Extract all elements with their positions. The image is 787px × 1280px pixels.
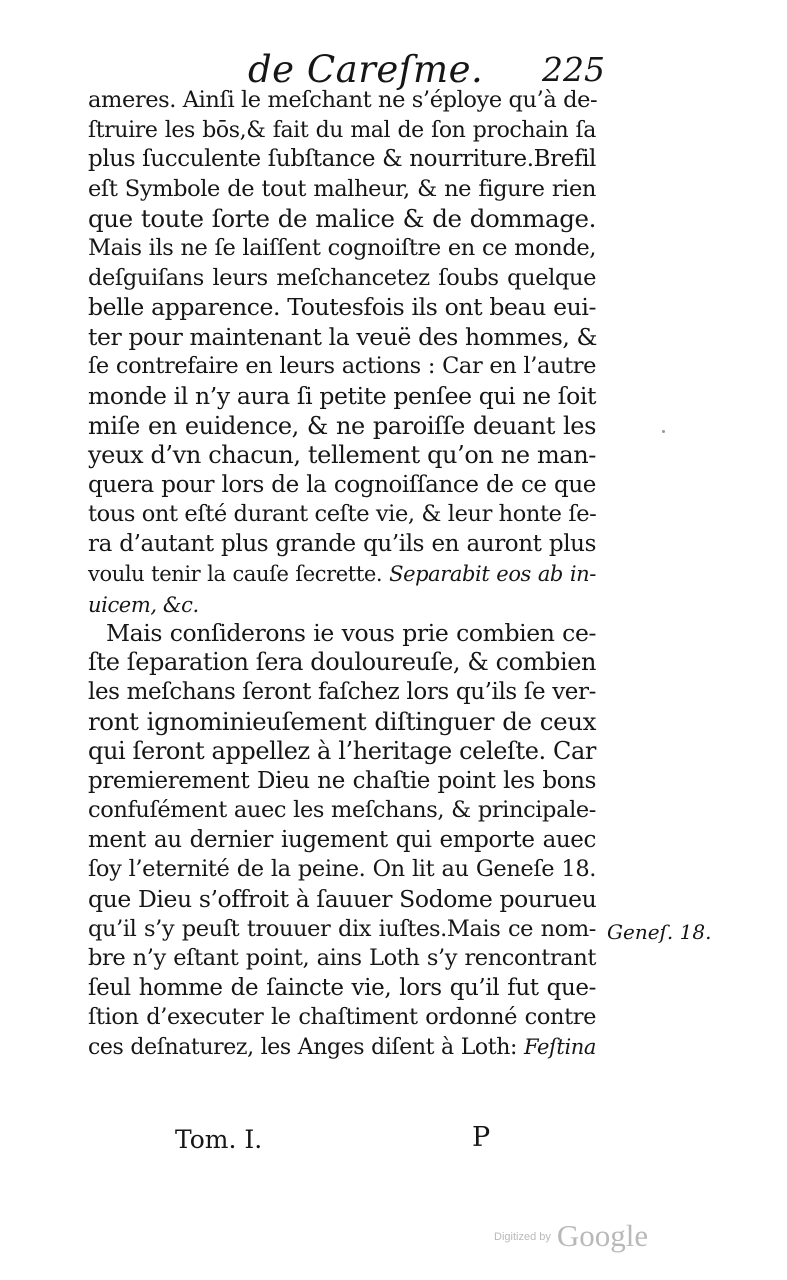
text-line	[88, 589, 596, 619]
text-line: que Dieu s’offroit à ſauuer Sodome pourueu	[88, 885, 597, 914]
text-line: plus ſucculente ſubſtance & nourriture.Brefil	[88, 146, 596, 173]
text-segment: voulu tenir la cauſe ſecrette.	[88, 561, 383, 586]
text-line: les meſchans ſeront faſchez lors qu’ils ſe ver-	[88, 678, 596, 705]
running-title: de Careſme.	[248, 48, 484, 91]
paragraph-start-line: Mais conſiderons ie vous prie combien ce-	[106, 618, 596, 647]
text-line: ter pour maintenant la veuë des hommes, &	[88, 322, 598, 351]
text-line: yeux d’vn chacun, tellement qu’on ne man-	[88, 441, 596, 470]
text-line: Mais ils ne ſe laiſſent cognoiſtre en ce monde,	[88, 234, 596, 261]
text-line: deſguiſans leurs meſchancetez ſoubs quelque	[88, 264, 596, 291]
text-line: quera pour lors de la cognoiſſance de ce que	[88, 471, 596, 498]
text-line: qui ſeront appellez à l’heritage celeſte. Car	[88, 737, 596, 766]
text-line: ſe contrefaire en leurs actions : Car en l’autre	[88, 353, 596, 380]
text-line: ſtruire les bōs,& fait du mal de ſon prochain ſa	[88, 117, 596, 143]
text-line-with-latin	[88, 1033, 596, 1063]
ink-speck	[662, 430, 665, 433]
text-line: ſeul homme de ſaincte vie, lors qu’il fut que-	[88, 974, 596, 1001]
text-line: ſte ſeparation ſera douloureuſe, & combien	[88, 648, 597, 677]
body-text	[88, 86, 596, 1063]
text-line: miſe en euidence, & ne paroiſſe deuant les	[88, 411, 596, 440]
digitization-watermark	[494, 1218, 648, 1258]
text-line: tous ont eſté durant ceſte vie, & leur honte ſe-	[88, 501, 597, 528]
text-line: bre n’y eſtant point, ains Loth s’y rencontrant	[88, 945, 596, 972]
text-line: premierement Dieu ne chaſtie point les bons	[88, 767, 596, 794]
text-line: belle apparence. Toutesfois ils ont beau eui-	[88, 293, 596, 322]
watermark-caption: Digitized by	[494, 1231, 551, 1243]
margin-note: Geneſ. 18.	[607, 920, 712, 944]
latin-quotation: Separabit eos ab in-	[389, 561, 596, 586]
latin-quotation: Feſtina	[523, 1035, 597, 1059]
text-line-with-latin	[88, 560, 596, 590]
text-line: ameres. Ainſi le meſchant ne s’éploye qu’à de-	[88, 87, 598, 113]
text-line: monde il n’y aura ſi petite penſee qui ne ſoit	[88, 381, 596, 410]
gathering-letter: P	[472, 1122, 491, 1153]
text-line: ra d’autant plus grande qu’ils en auront plus	[88, 530, 596, 557]
text-segment: ces deſnaturez, les Anges diſent à Loth:	[88, 1035, 517, 1060]
text-line: eſt Symbole de tout malheur, & ne figure rien	[88, 175, 596, 202]
page-number: 225	[542, 50, 605, 89]
signature-mark: Tom. I.	[175, 1125, 263, 1154]
text-line: que toute ſorte de malice & de dommage.	[88, 204, 596, 234]
text-line: ſtion d’executer le chaſtiment ordonné contre	[88, 1004, 596, 1031]
latin-quotation: uicem, &c.	[88, 593, 199, 618]
google-logo: Google	[556, 1218, 649, 1253]
text-line: ront ignominieuſement diſtinguer de ceux	[88, 707, 596, 737]
text-line: confuſément auec les meſchans, & principale-	[88, 797, 596, 824]
text-line: qu’il s’y peuſt trouuer dix iuſtes.Mais ce nom-	[88, 915, 596, 942]
text-line: ment au dernier iugement qui emporte auec	[88, 826, 596, 853]
text-line: ſoy l’eternité de la peine. On lit au Geneſe 18.	[88, 856, 596, 883]
